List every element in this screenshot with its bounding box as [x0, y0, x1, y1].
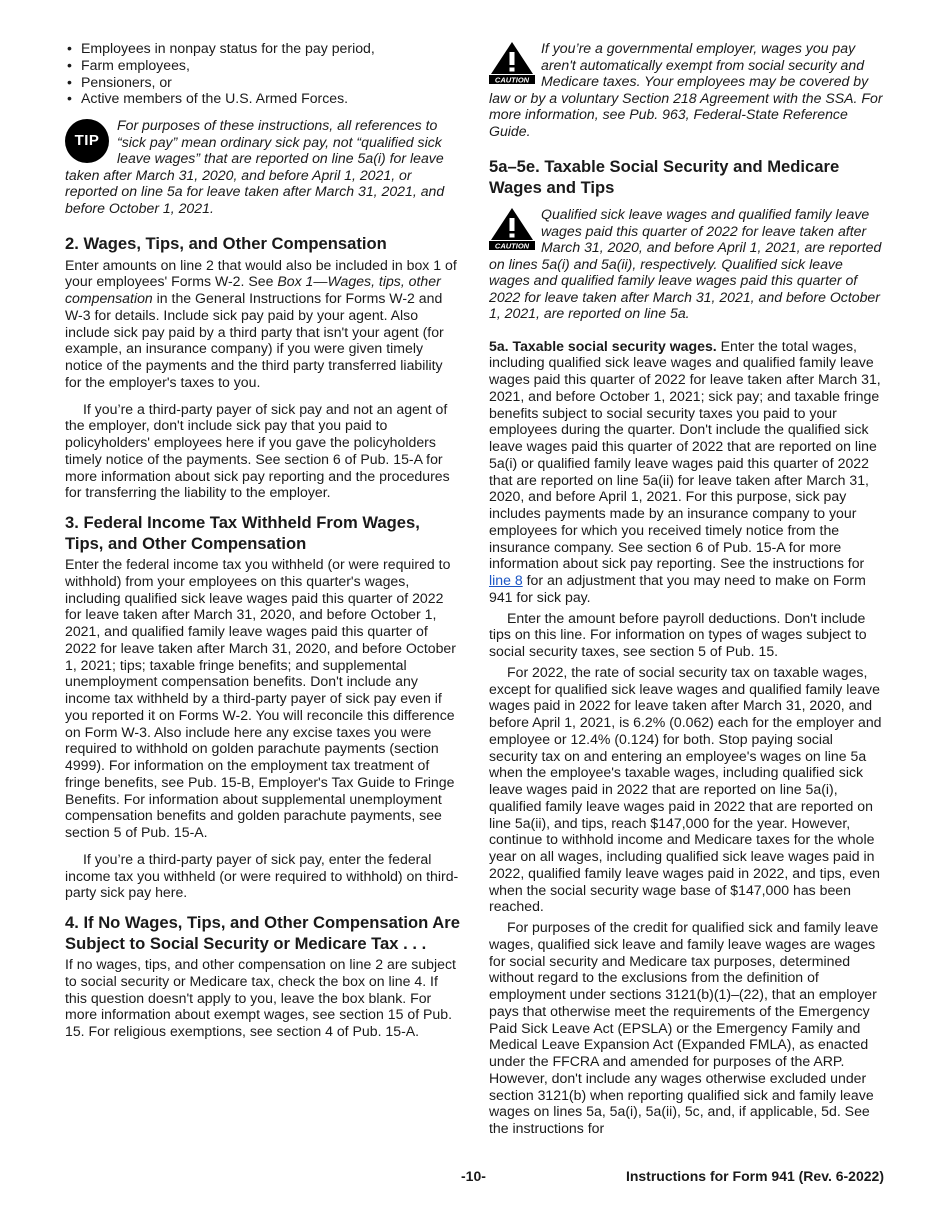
- text-run: for an adjustment that you may need to make on Form 941 for sick pay.: [489, 572, 866, 605]
- section-2-paragraph-2: If you’re a third-party payer of sick pay and not an agent of the employer, don't include sick pay that you paid to policyholders' employees here if you gave the policyholders timely notice of the payments. See section 6 of Pub. 15-A for more information about sick pay reporting and the procedures for transferring the liability to the employer.: [65, 400, 450, 501]
- list-item: • Pensioners, or: [65, 74, 460, 91]
- text-run: Enter amounts on line 2 that would also be included in box 1 of your employees' Forms W-2. See: [65, 256, 457, 290]
- line-8-link[interactable]: line 8: [489, 572, 523, 588]
- tip-note: [65, 117, 460, 216]
- tip-icon: TIP: [65, 119, 109, 163]
- caution-note-2: [489, 206, 884, 322]
- section-5a-paragraph-4: For purposes of the credit for qualified sick and family leave wages, qualified sick leave and family leave wages are wages for social security and Medicare tax purposes, determined without regard to the exclusions from the definition of employment under sections 3121(b)(1)–(22), that an employer pays that otherwise meet the requirements of the Emergency Paid Sick Leave Act (EPSLA) or the Emergency Family and Medical Leave Expansion Act (Expanded FMLA), as enacted under the FFCRA and amended for purposes of the ARP. However, don't include any wages otherwise excluded under section 3121(b) when reporting qualified sick and family leave wages on lines 5a, 5a(i), 5a(ii), 5c, and, if applicable, 5d. See the instructions for: [489, 919, 879, 1136]
- text-run: Enter the total wages, including qualified sick leave wages and qualified family leave wages paid this quarter of 2022 for leave taken after March 31, 2021, and before October 1, 2021; sick pay; and taxable fringe benefits subject to social security taxes you paid to your employees during the quarter. Don't include the qualified sick leave wages paid this quarter of 2022 that are reported on line 5a(i) or qualified family leave wages paid this quarter of 2022 that are reported on line 5a(ii) for leave taken after March 31, 2020, and before April 1, 2021. For this purpose, sick pay includes payments made by an insurance company to your employees for which you received timely notice from the insurance company. See section 6 of Pub. 15-A for more information about sick pay reporting. See the instructions for: [489, 337, 881, 572]
- section-5-heading: 5a–5e. Taxable Social Security and Medicare Wages and Tips: [489, 157, 840, 197]
- tip-text: For purposes of these instructions, all references to “sick pay” mean ordinary sick pay, not “qualified sick leave wages” that are reported on line 5a(i) for leave taken after March 31, 2020, and before April 1, 2021, or reported on line 5a for leave taken after March 31, 2021, and before October 1, 2021.: [65, 117, 445, 216]
- section-3-heading: 3. Federal Income Tax Withheld From Wages, Tips, and Other Compensation: [65, 513, 420, 553]
- caution-label: CAUTION: [494, 75, 530, 84]
- section-3-paragraph-1: Enter the federal income tax you withheld (or were required to withhold) from your employees on this quarter's wages, including qualified sick leave wages paid this quarter of 2022 for leave taken after March 31, 2020, and before October 1, 2021, and qualified family leave wages paid this quarter of 2022 for leave taken after March 31, 2020, and before October 1, 2021; tips; taxable fringe benefits; and supplemental unemployment compensation benefits. Don't include any income tax withheld by a third-party payer of sick pay even if you reported it on Forms W-2. You will reconcile this difference on Form W-3. Also include here any excise taxes you were required to withhold on golden parachute payments (section 4999). For information on the employment tax treatment of fringe benefits, see Pub. 15-B, Employer's Tax Guide to Fringe Benefits. For information about supplemental unemployment compensation benefits and golden parachute payments, see section 5 of Pub. 15-A.: [65, 556, 456, 840]
- caution-1-text: If you’re a governmental employer, wages you pay aren't automatically exempt from social security and Medicare taxes. Your employees may be covered by law or by a voluntary Section 218 Agreement with the SSA. For more information, see Pub. 963, Federal-State Reference Guide.: [489, 40, 883, 139]
- section-5a-paragraph-1: [489, 338, 884, 606]
- exempt-employee-list: [65, 40, 460, 107]
- section-5a-runin-heading: 5a. Taxable social security wages.: [489, 337, 717, 354]
- list-item: • Employees in nonpay status for the pay period,: [65, 40, 460, 57]
- section-5a-paragraph-3: For 2022, the rate of social security tax on taxable wages, except for qualified sick leave wages and qualified family leave wages paid in 2022 for leave taken after March 31, 2020, and before April 1, 2021, is 6.2% (0.062) each for the employer and employee or 12.4% (0.124) for both. Stop paying social security tax on and entering an employee's wages on line 5a when the employee's taxable wages, including qualified sick leave wages paid in 2022 that are reported on line 5a(i), qualified family leave wages paid in 2022 that are reported on line 5a(ii), and tips, reach $147,000 for the year. However, continue to withhold income and Medicare taxes for the whole year on all wages, including qualified sick leave wages paid in 2022, qualified family leave wages paid in 2022, and tips, even when the social security wage base of $147,000 has been reached.: [489, 663, 882, 915]
- caution-icon: [489, 40, 535, 84]
- right-column: [489, 40, 884, 1137]
- list-item: • Active members of the U.S. Armed Forces.: [65, 90, 460, 107]
- caution-note-1: [489, 40, 884, 139]
- list-item: • Farm employees,: [65, 57, 460, 74]
- section-2-paragraph-1: [65, 257, 460, 391]
- document-title: Instructions for Form 941 (Rev. 6-2022): [625, 1168, 884, 1184]
- caution-icon: [489, 206, 535, 250]
- caution-label: CAUTION: [494, 241, 530, 250]
- left-column: [65, 40, 460, 1040]
- section-5a-paragraph-2: Enter the amount before payroll deductions. Don't include tips on this line. For information on types of wages subject to social security taxes, see section 5 of Pub. 15.: [489, 609, 867, 659]
- section-2-heading: 2. Wages, Tips, and Other Compensation: [65, 234, 387, 253]
- caution-2-text: Qualified sick leave wages and qualified family leave wages paid this quarter of 2022 for leave taken after March 31, 2020, and before April 1, 2021, are reported on lines 5a(i) and 5a(ii), respectively. Qualified sick leave wages and qualified family leave wages paid this quarter of 2022 for leave taken after March 31, 2021, and before October 1, 2021, are reported on line 5a.: [489, 206, 882, 321]
- section-3-paragraph-2: If you’re a third-party payer of sick pay, enter the federal income tax you withheld (or were required to withhold) on third-party sick pay here.: [65, 850, 459, 901]
- section-4-heading: 4. If No Wages, Tips, and Other Compensation Are Subject to Social Security or Medicare Tax . . .: [65, 913, 460, 953]
- section-4-paragraph-1: If no wages, tips, and other compensation on line 2 are subject to social security or Medicare tax, check the box on line 4. If this question doesn't apply to you, leave the box blank. For more information about exempt wages, see section 15 of Pub. 15. For religious exemptions, see section 4 of Pub. 15-A.: [65, 956, 456, 1039]
- page-number: -10-: [461, 1168, 486, 1184]
- box1-reference: Box 1—Wages, tips, other compensation: [65, 273, 441, 306]
- text-run: in the General Instructions for Forms W-2 and W-3 for details. Include sick pay paid by your agent. Also include sick pay paid by a third party that isn't your agent (for example, an insurance company) if you were given timely notice of the payments and the third party transferred liability for the employer's taxes to you.: [65, 290, 444, 390]
